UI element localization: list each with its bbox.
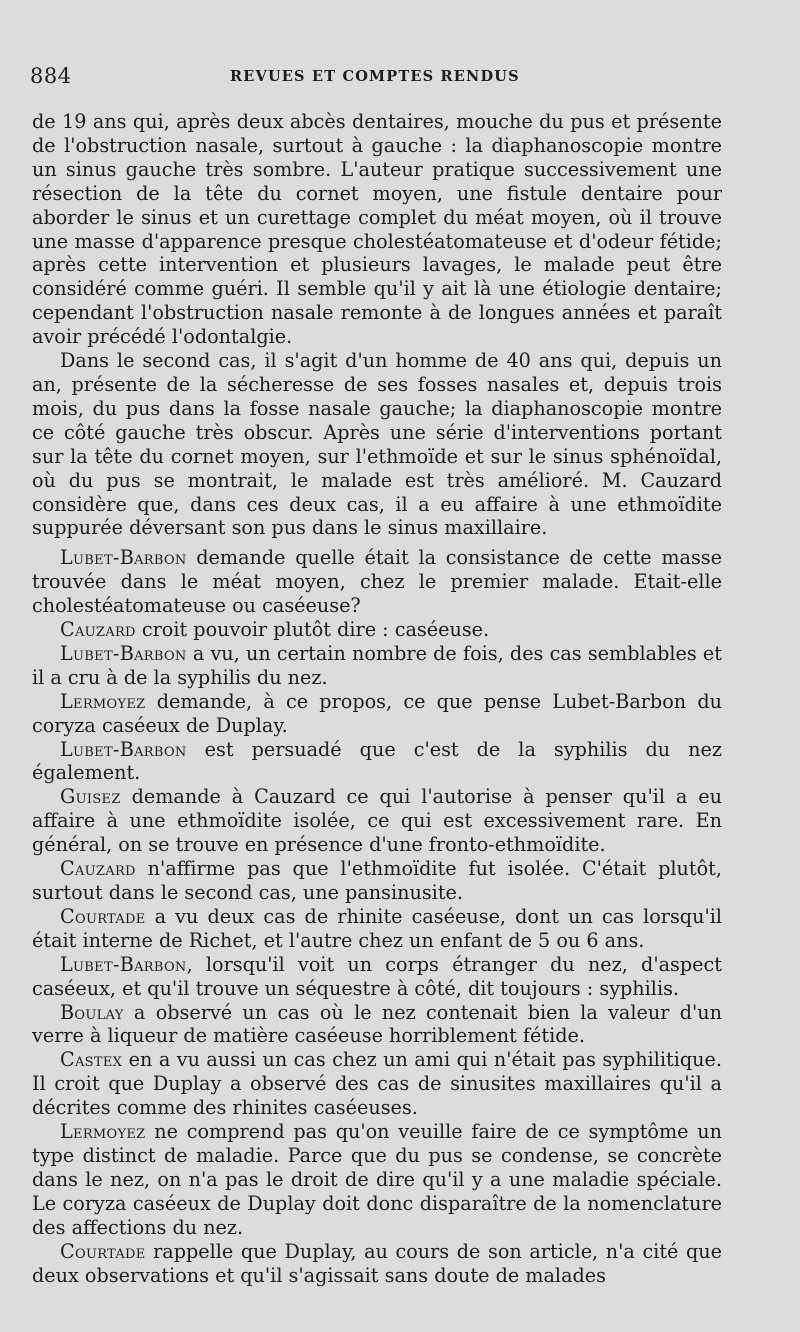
- speaker-name: Lubet-Barbon: [60, 737, 187, 761]
- speaker-name: Boulay: [60, 1000, 124, 1024]
- paragraph: Lermoyez ne comprend pas qu'on veuille faire de ce symptôme un type distinct de maladie. Parce que du pus se condense, se concrète dans le nez, on n'a pas le droit de dire qu'il y a une maladie spéciale. Le coryza caséeux de Duplay doit donc disparaître de la nomenclature des affections du nez.: [32, 1120, 722, 1239]
- paragraph: Cauzard croit pouvoir plutôt dire : caséeuse.: [60, 618, 490, 642]
- running-head: REVUES ET COMPTES RENDUS: [230, 68, 520, 85]
- paragraph: Dans le second cas, il s'agit d'un homme de 40 ans qui, depuis un an, présente de la sécheresse de ses fosses nasales et, depuis trois mois, du pus dans la fosse nasale gauche; la diaphanoscopie montre ce côté gauche très obscur. Après une série d'interventions portant sur la tête du cornet moyen, sur l'ethmoïde et sur le sinus sphénoïdal, où du pus se montrait, le malade est très amélioré. M. Cauzard considère que, dans ces deux cas, il a eu affaire à une ethmoïdite suppurée déversant son pus dans le sinus maxillaire.: [32, 349, 722, 540]
- paragraph: Guisez demande à Cauzard ce qui l'autorise à penser qu'il a eu affaire à une ethmoïdite isolée, ce qui est excessivement rare. En général, on se trouve en présence d'une fronto-ethmoïdite.: [32, 785, 722, 857]
- body-text: [32, 110, 722, 1287]
- speaker-name: Lermoyez: [60, 1120, 146, 1144]
- speaker-name: Cauzard: [60, 857, 136, 881]
- speaker-name: Cauzard: [60, 618, 136, 642]
- paragraph: Lubet-Barbon a vu, un certain nombre de fois, des cas semblables et il a cru à de la syphilis du nez.: [32, 641, 722, 689]
- speaker-name: Lermoyez: [60, 689, 146, 713]
- paragraph: Boulay a observé un cas où le nez contenait bien la valeur d'un verre à liqueur de matière caséeuse horriblement fétide.: [32, 1000, 722, 1048]
- speaker-name: Courtade: [60, 1239, 146, 1263]
- speaker-name: Castex: [60, 1048, 123, 1072]
- paragraph: Lermoyez demande, à ce propos, ce que pense Lubet-Barbon du coryza caséeux de Duplay.: [32, 689, 722, 737]
- speaker-name: Courtade: [60, 904, 146, 928]
- speaker-name: Lubet-Barbon: [60, 952, 187, 976]
- speaker-name: Lubet-Barbon: [60, 641, 187, 665]
- paragraph: Castex en a vu aussi un cas chez un ami qui n'était pas syphilitique. Il croit que Duplay a observé des cas de sinusites maxillaires qu'il a décrites comme des rhinites caséeuses.: [32, 1048, 722, 1120]
- speaker-name: Lubet-Barbon: [60, 546, 187, 570]
- paragraph: Courtade rappelle que Duplay, au cours de son article, n'a cité que deux observations et qu'il s'agissait sans doute de malades: [32, 1239, 722, 1287]
- paragraph: Courtade a vu deux cas de rhinite caséeuse, dont un cas lorsqu'il était interne de Richet, et l'autre chez un enfant de 5 ou 6 ans.: [32, 904, 722, 952]
- page-number: 884: [30, 64, 72, 88]
- page-header: [30, 64, 720, 88]
- speaker-name: Guisez: [60, 785, 121, 809]
- paragraph: Lubet-Barbon, lorsqu'il voit un corps étranger du nez, d'aspect caséeux, et qu'il trouve un séquestre à côté, dit toujours : syphilis.: [32, 952, 722, 1000]
- paragraph: Lubet-Barbon est persuadé que c'est de la syphilis du nez également.: [32, 737, 722, 785]
- paragraph: de 19 ans qui, après deux abcès dentaires, mouche du pus et présente de l'obstruction nasale, surtout à gauche : la diaphanoscopie montre un sinus gauche très sombre. L'auteur pratique successivement une résection de la tête du cornet moyen, une fistule dentaire pour aborder le sinus et un curettage complet du méat moyen, où il trouve une masse d'apparence presque cholestéatomateuse et d'odeur fétide; après cette intervention et plusieurs lavages, le malade peut être considéré comme guéri. Il semble qu'il y ait là une étiologie dentaire; cependant l'obstruction nasale remonte à de longues années et paraît avoir précédé l'odontalgie.: [32, 110, 722, 349]
- paragraph: Lubet-Barbon demande quelle était la consistance de cette masse trouvée dans le méat moyen, chez le premier malade. Etait-elle cholestéatomateuse ou caséeuse?: [32, 546, 722, 618]
- paragraph: Cauzard n'affirme pas que l'ethmoïdite fut isolée. C'était plutôt, surtout dans le second cas, une pansinusite.: [32, 857, 722, 904]
